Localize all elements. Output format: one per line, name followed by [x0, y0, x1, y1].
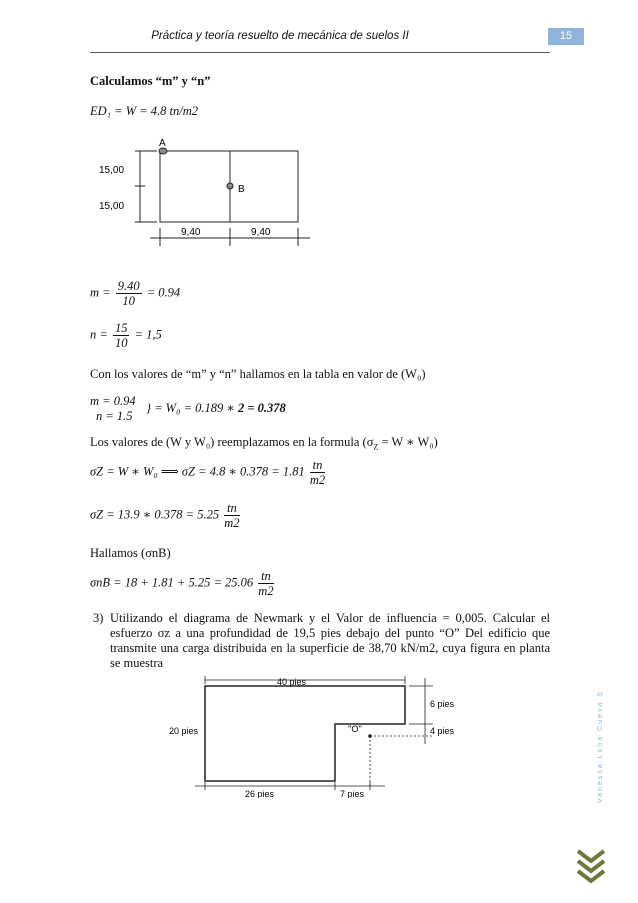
sigma3-num: tn	[258, 569, 273, 584]
system-line2: n = 1.5	[96, 409, 133, 423]
dim-left-bottom: 15,00	[99, 201, 125, 212]
point-o: ''O''	[348, 724, 362, 734]
m-rhs: = 0.94	[146, 285, 181, 300]
text-hallamos: Hallamos (σnB)	[90, 546, 171, 560]
header-rule	[90, 52, 550, 53]
n-lhs: n =	[90, 327, 108, 342]
system-line1: m = 0.94	[90, 394, 136, 408]
text-replace	[90, 435, 438, 455]
sigma1-unit	[310, 458, 325, 487]
sigma3-expr: σnB = 18 + 1.81 + 5.25 = 25.06	[90, 575, 254, 590]
building-plan-diagram	[165, 676, 455, 798]
section-heading: Calculamos “m” y “n”	[90, 74, 211, 88]
sigma1-num: tn	[310, 458, 325, 473]
sigma2-num: tn	[224, 501, 239, 516]
system-result-plain: } = W₀ = 0.189 ∗	[146, 401, 238, 415]
dim-bottom-right: 9,40	[251, 227, 271, 238]
n-den: 10	[114, 336, 128, 350]
dim-left: 20 pies	[169, 726, 199, 736]
label-b: B	[238, 184, 245, 195]
n-num: 15	[114, 321, 128, 335]
page-header-title: Práctica y teoría resuelto de mecánica de suelos II	[151, 30, 409, 42]
text-replace-sub: Z	[373, 442, 379, 452]
page-number: 15	[548, 28, 584, 45]
sigma-equation-3	[90, 569, 276, 598]
sigma3-den: m2	[258, 584, 274, 598]
dim-top: 40 pies	[277, 677, 307, 687]
sigma1-expr: σZ = W ∗ W₀ ⟹ σZ = 4.8 ∗ 0.378 = 1.81	[90, 464, 305, 479]
sigma2-unit	[224, 501, 239, 530]
problem-number: 3)	[93, 611, 104, 625]
dim-bottom-right2: 7 pies	[340, 789, 365, 798]
m-fraction	[116, 279, 142, 308]
label-a: A	[159, 138, 166, 149]
dim-left-top: 15,00	[99, 165, 125, 176]
n-fraction	[113, 321, 130, 350]
problem-text: Utilizando el diagrama de Newmark y el Valor de influencia = 0,005. Calcular el esfuerzo σz a una profundidad de 19,5 pies debajo del punto “O” Del edificio que transmite una carga distribuida en la superficie de 38,70 kN/m2, cuya figura en planta se muestra	[110, 611, 550, 670]
m-den: 10	[122, 294, 135, 308]
chevron-down-icon	[575, 848, 607, 884]
dim-bottom-left2: 26 pies	[245, 789, 275, 798]
dim-bottom-left: 9,40	[181, 227, 201, 238]
dim-right-bottom: 4 pies	[430, 726, 455, 736]
system-result-bold: 2 = 0.378	[238, 401, 286, 415]
sigma-equation-2	[90, 501, 242, 530]
sigma3-unit	[258, 569, 273, 598]
sigma-equation-1	[90, 458, 327, 487]
dim-right-top: 6 pies	[430, 699, 455, 709]
text-replace-start: Los valores de (W y W₀) reemplazamos en la formula (σ	[90, 435, 374, 449]
n-rhs: = 1,5	[134, 327, 162, 342]
text-replace-end: = W ∗ W₀)	[378, 435, 438, 449]
m-lhs: m =	[90, 285, 111, 300]
sigma2-expr: σZ = 13.9 ∗ 0.378 = 5.25	[90, 507, 220, 522]
system-result	[146, 401, 286, 416]
sigma1-den: m2	[309, 473, 326, 487]
side-author-text: Vanessa Luna Cueva S	[597, 690, 604, 804]
m-num: 9.40	[117, 279, 140, 293]
m-equation	[90, 279, 180, 308]
equation-ed: ED₁ = W = 4.8 tn/m2	[90, 104, 199, 118]
n-equation	[90, 321, 162, 350]
sigma2-den: m2	[224, 516, 240, 530]
text-values: Con los valores de “m” y “n” hallamos en la tabla en valor de (W₀)	[90, 367, 426, 381]
rectangle-diagram	[95, 138, 315, 253]
